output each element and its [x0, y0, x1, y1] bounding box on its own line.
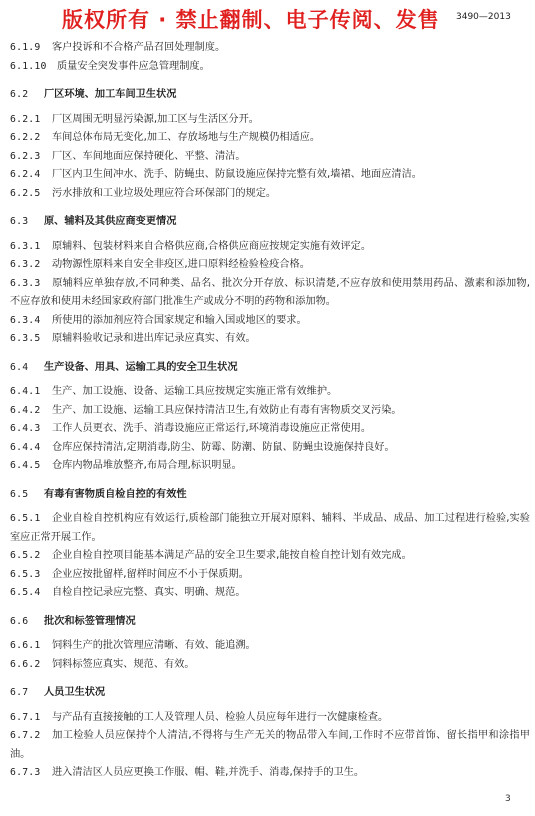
clause-line [10, 566, 530, 585]
clause-number: 6.3.2 [10, 259, 41, 270]
clause-number: 6.5.3 [10, 568, 41, 580]
section-heading [10, 613, 530, 632]
clause-line [10, 709, 530, 728]
clause-line [10, 238, 530, 257]
clause-text: 企业自检自控项目能基本满足产品的安全卫生要求,能按自检自控计划有效完成。 [52, 550, 412, 561]
document-body [10, 39, 530, 783]
clause-number: 6.6.2 [10, 658, 41, 670]
section-title: 原、辅料及其供应商变更情况 [44, 216, 177, 227]
clause-line [10, 584, 530, 603]
clause-text: 客户投诉和不合格产品召回处理制度。 [52, 42, 226, 53]
clause-number: 6.2.3 [10, 150, 41, 162]
clause-text: 饲料生产的批次管理应清晰、有效、能追溯。 [52, 640, 256, 651]
clause-number: 6.2.1 [10, 113, 41, 125]
section-title: 有毒有害物质自检自控的有效性 [44, 488, 187, 500]
section-number: 6.3 [10, 216, 29, 227]
clause-line [10, 457, 530, 476]
section-number: 6.5 [10, 488, 29, 500]
clause-paragraph [10, 510, 530, 547]
clause-line [10, 148, 530, 167]
clause-paragraph [10, 275, 530, 312]
clause-text: 车间总体布局无变化,加工、存放场地与生产规模仍相适应。 [52, 132, 321, 143]
clause-text: 厂区周围无明显污染源,加工区与生活区分开。 [52, 113, 259, 125]
clause-number: 6.4.1 [10, 386, 41, 397]
section-number: 6.4 [10, 361, 29, 373]
clause-line [10, 129, 530, 148]
section-heading [10, 684, 530, 703]
section-number: 6.2 [10, 89, 29, 100]
clause-line [10, 439, 530, 458]
section-title: 厂区环境、加工车间卫生状况 [44, 89, 177, 100]
section-title: 生产设备、用具、运输工具的安全卫生状况 [44, 361, 238, 373]
clause-number: 6.3.1 [10, 240, 41, 252]
page-number: 3 [505, 794, 511, 804]
clause-number: 6.4.2 [10, 404, 41, 416]
clause-paragraph [10, 727, 530, 764]
clause-number: 6.1.9 [10, 42, 41, 53]
watermark-banner: 版权所有 · 禁止翻制、电子传阅、发售 [62, 8, 440, 32]
clause-line [10, 383, 530, 402]
clause-number: 6.5.4 [10, 587, 41, 598]
clause-text: 仓库内物品堆放整齐,布局合理,标识明显。 [52, 460, 242, 471]
section-title: 批次和标签管理情况 [44, 615, 136, 627]
clause-number: 6.2.2 [10, 132, 41, 143]
clause-number: 6.1.10 [10, 60, 47, 72]
clause-line [10, 111, 530, 130]
clause-number: 6.3.4 [10, 314, 41, 326]
clause-text: 自检自控记录应完整、真实、明确、规范。 [52, 587, 246, 598]
clause-text: 污水排放和工业垃圾处理应符合环保部门的规定。 [52, 187, 277, 199]
clause-text: 饲料标签应真实、规范、有效。 [52, 658, 195, 670]
section-heading [10, 359, 530, 378]
clause-text: 加工检验人员应保持个人清洁,不得将与生产无关的物品带入车间,工作时不应带首饰、留长指甲和涂指甲油。 [10, 730, 530, 760]
clause-number: 6.7.1 [10, 711, 41, 723]
clause-line [10, 58, 530, 77]
clause-text: 动物源性原料来自安全非疫区,进口原料经检验检疫合格。 [52, 259, 310, 270]
clause-line [10, 656, 530, 675]
document-number: 3490—2013 [456, 12, 511, 22]
clause-number: 6.3.5 [10, 333, 41, 344]
clause-text: 生产、加工设施、设备、运输工具应按规定实施正常有效维护。 [52, 386, 338, 397]
clause-number: 6.7.3 [10, 767, 41, 778]
clause-text: 厂区、车间地面应保持硬化、平整、清洁。 [52, 150, 246, 162]
clause-number: 6.5.1 [10, 513, 41, 524]
clause-text: 生产、加工设施、运输工具应保持清洁卫生,有效防止有毒有害物质交叉污染。 [52, 404, 402, 416]
clause-text: 原辅料、包装材料来自合格供应商,合格供应商应按规定实施有效评定。 [52, 240, 372, 252]
section-number: 6.7 [10, 687, 29, 698]
clause-text: 仓库应保持清洁,定期消毒,防尘、防霉、防潮、防鼠、防蝇虫设施保持良好。 [52, 441, 395, 453]
clause-line [10, 256, 530, 275]
section-number: 6.6 [10, 615, 29, 627]
clause-line [10, 420, 530, 439]
clause-text: 原辅料验收记录和进出库记录应真实、有效。 [52, 333, 256, 344]
clause-number: 6.4.4 [10, 441, 41, 453]
clause-text: 与产品有直接接触的工人及管理人员、检验人员应每年进行一次健康检查。 [52, 711, 389, 723]
clause-number: 6.7.2 [10, 730, 41, 741]
clause-line [10, 547, 530, 566]
clause-line [10, 39, 530, 58]
clause-line [10, 185, 530, 204]
clause-number: 6.5.2 [10, 550, 41, 561]
clause-line [10, 166, 530, 185]
clause-number: 6.4.5 [10, 460, 41, 471]
clause-text: 企业应按批留样,留样时间应不小于保质期。 [52, 568, 249, 580]
section-heading [10, 213, 530, 232]
clause-number: 6.6.1 [10, 640, 41, 651]
clause-line [10, 637, 530, 656]
clause-text: 工作人员更衣、洗手、消毒设施应正常运行,环境消毒设施应正常使用。 [52, 423, 372, 434]
clause-line [10, 402, 530, 421]
clause-line [10, 330, 530, 349]
clause-line [10, 764, 530, 783]
section-title: 人员卫生状况 [44, 687, 106, 698]
clause-text: 所使用的添加剂应符合国家规定和输入国或地区的要求。 [52, 314, 307, 326]
clause-number: 6.4.3 [10, 423, 41, 434]
clause-text: 原辅料应单独存放,不同种类、品名、批次分开存放、标识清楚,不应存放和使用禁用药品、激素和添加物,不应存放和使用未经国家政府部门批准生产或成分不明的药物和添加物。 [10, 277, 530, 307]
clause-text: 质量安全突发事件应急管理制度。 [57, 60, 210, 72]
clause-line [10, 312, 530, 331]
section-heading [10, 486, 530, 505]
clause-text: 厂区内卫生间冲水、洗手、防蝇虫、防鼠设施应保持完整有效,墙裙、地面应清洁。 [52, 169, 422, 180]
clause-number: 6.2.4 [10, 169, 41, 180]
clause-text: 进入清洁区人员应更换工作服、帽、鞋,并洗手、消毒,保持手的卫生。 [52, 767, 365, 778]
clause-number: 6.2.5 [10, 187, 41, 199]
section-heading [10, 86, 530, 105]
clause-number: 6.3.3 [10, 277, 41, 289]
clause-text: 企业自检自控机构应有效运行,质检部门能独立开展对原料、辅料、半成品、成品、加工过程进行检验,实验室应正常开展工作。 [10, 513, 530, 543]
